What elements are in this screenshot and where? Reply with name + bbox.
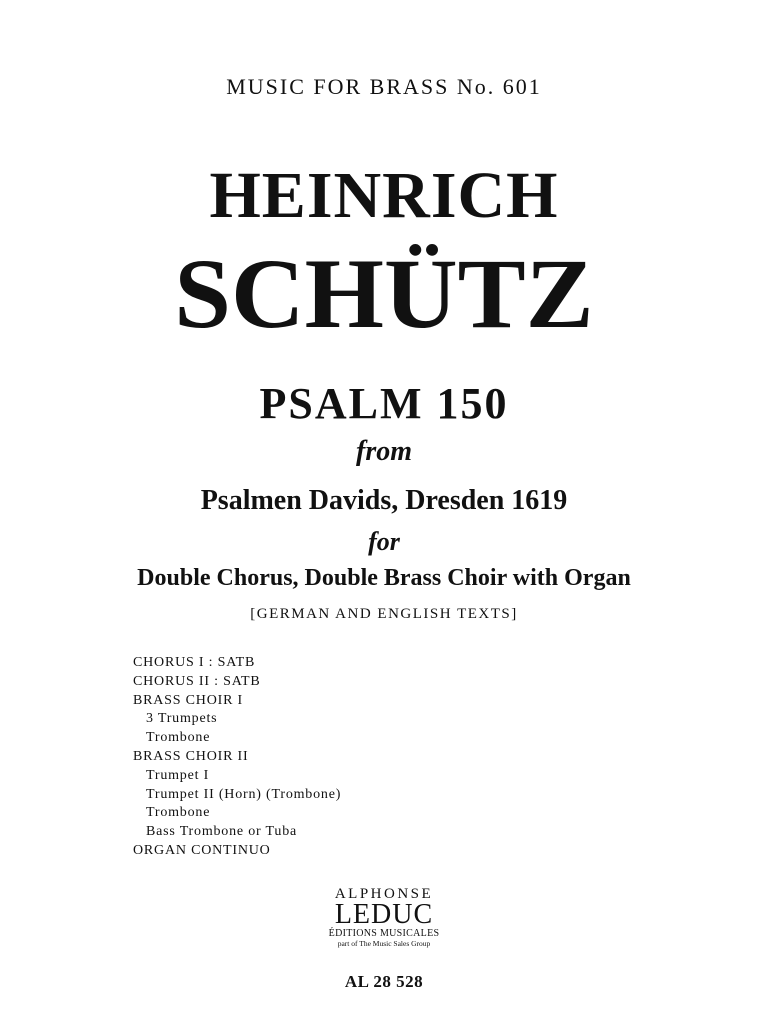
publisher-line-3: ÉDITIONS MUSICALES bbox=[328, 928, 440, 939]
publisher-logo bbox=[318, 886, 450, 948]
texts-note: [GERMAN AND ENGLISH TEXTS] bbox=[250, 606, 518, 622]
instrument-line: CHORUS I : SATB bbox=[133, 655, 256, 670]
for-label: for bbox=[368, 527, 400, 556]
instrument-line: BRASS CHOIR I bbox=[133, 692, 243, 708]
instrument-line: BRASS CHOIR II bbox=[133, 748, 249, 764]
composer-first-name: HEINRICH bbox=[209, 159, 559, 232]
work-title: PSALM 150 bbox=[259, 379, 509, 428]
publisher-line-2: LEDUC bbox=[334, 899, 434, 930]
instrument-line: Trombone bbox=[146, 805, 211, 821]
series-title: MUSIC FOR BRASS No. 601 bbox=[226, 74, 542, 99]
composer-last-name: SCHÜTZ bbox=[174, 238, 594, 349]
instrumentation-list bbox=[133, 654, 341, 861]
instrument-line: Trumpet II (Horn) (Trombone) bbox=[146, 786, 342, 802]
instrument-line: Trombone bbox=[146, 730, 211, 746]
publisher-line-4: part of The Music Sales Group bbox=[337, 939, 431, 948]
instrument-line: Bass Trombone or Tuba bbox=[146, 824, 298, 840]
source-title: Psalmen Davids, Dresden 1619 bbox=[200, 485, 568, 516]
publisher-line-1: ALPHONSE bbox=[334, 886, 434, 902]
from-label: from bbox=[356, 436, 412, 467]
scoring-line: Double Chorus, Double Brass Choir with Organ bbox=[137, 565, 631, 591]
instrument-line: ORGAN CONTINUO bbox=[133, 842, 271, 858]
instrument-line: Trumpet I bbox=[146, 767, 210, 783]
instrument-line: 3 Trumpets bbox=[146, 711, 218, 727]
catalog-number: AL 28 528 bbox=[344, 972, 424, 991]
instrument-line: CHORUS II : SATB bbox=[133, 673, 261, 689]
